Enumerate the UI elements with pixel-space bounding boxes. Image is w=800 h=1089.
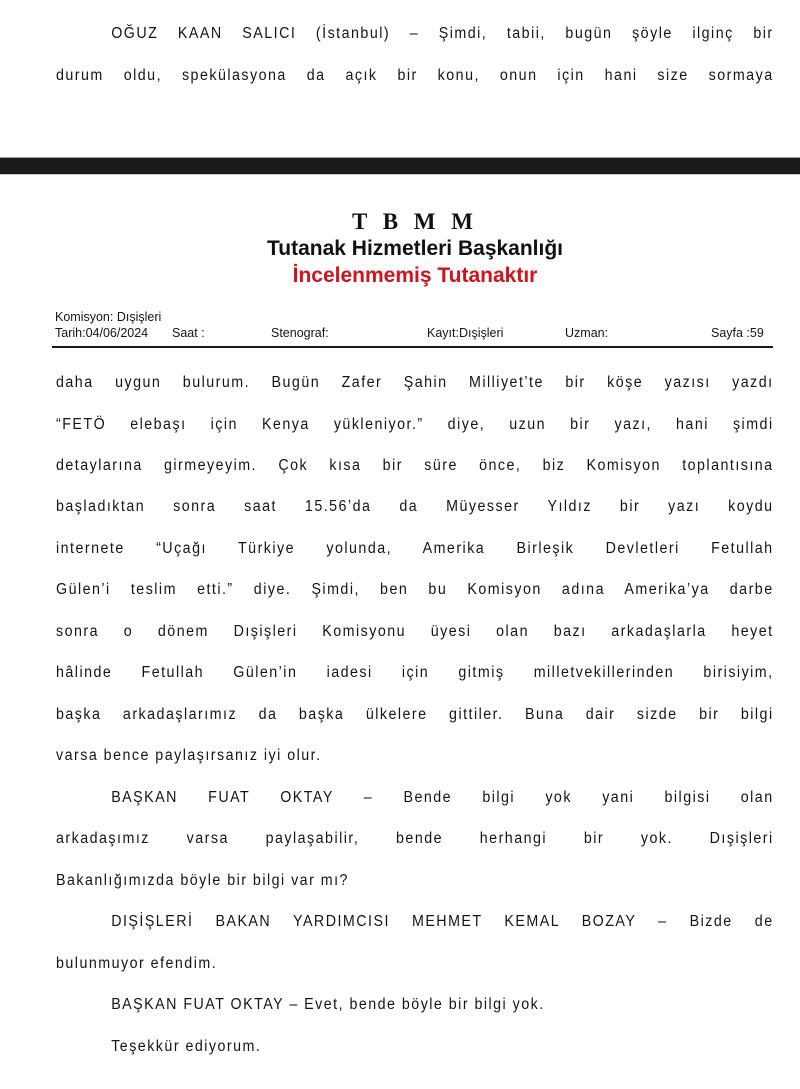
page-break-bar — [0, 157, 800, 175]
stenograf-label: Stenograf: — [271, 326, 329, 340]
kayit-label: Kayıt:Dışişleri — [427, 326, 504, 340]
saat-label: Saat : — [172, 326, 205, 340]
text-line: internete “Uçağı Türkiye yolunda, Amerika Birleşik Devletleri Fetullah — [56, 540, 774, 557]
text-line: OĞUZ KAAN SALICI (İstanbul) – Şimdi, tabii, bugün şöyle ilginç bir — [111, 25, 774, 42]
text-line: bulunmuyor efendim. — [56, 955, 218, 972]
text-line: detaylarına girmeyeyim. Çok kısa bir süre önce, biz Komisyon toplantısına — [56, 457, 774, 474]
institution-title: T B M M — [352, 209, 478, 234]
text-line: hâlinde Fetullah Gülen’in iadesi için gitmiş milletvekillerinden birisiyim, — [56, 664, 774, 681]
text-line: Gülen’i teslim etti.” diye. Şimdi, ben bu Komisyon adına Amerika’ya darbe — [56, 581, 774, 598]
text-line: varsa bence paylaşırsanız iyi olur. — [56, 747, 322, 764]
page-number: Sayfa :59 — [711, 326, 764, 340]
text-line: “FETÖ elebaşı için Kenya yükleniyor.” diye, uzun bir yazı, hani şimdi — [56, 416, 774, 433]
text-line: sonra o dönem Dışişleri Komisyonu üyesi olan bazı arkadaşlarla heyet — [56, 623, 774, 640]
header-rule — [52, 346, 773, 348]
text-line: başladıktan sonra saat 15.56’da da Müyesser Yıldız bir yazı koydu — [56, 498, 774, 515]
text-line: durum oldu, spekülasyona da açık bir konu, onun için hani size sormaya — [56, 67, 774, 84]
text-line: daha uygun bulurum. Bugün Zafer Şahin Milliyet’te bir köşe yazısı yazdı — [56, 374, 774, 391]
tarih-label: Tarih:04/06/2024 — [55, 326, 149, 340]
text-line: Bakanlığımızda böyle bir bilgi var mı? — [56, 872, 349, 889]
speaker-line-baskan: BAŞKAN FUAT OKTAY – Bende bilgi yok yani bilgisi olan — [111, 789, 774, 806]
speaker-line-bakan-yardimcisi: DIŞİŞLERİ BAKAN YARDIMCISI MEHMET KEMAL BOZAY – Bizde de — [111, 913, 774, 930]
uzman-label: Uzman: — [565, 326, 609, 340]
speaker-line-baskan: BAŞKAN FUAT OKTAY – Evet, bende böyle bir bilgi yok. — [111, 996, 545, 1013]
unreviewed-status-label: İncelenmemiş Tutanaktır — [292, 264, 538, 287]
text-line: başka arkadaşlarımız da başka ülkelere gittiler. Buna dair sizde bir bilgi — [56, 706, 774, 723]
department-title: Tutanak Hizmetleri Başkanlığı — [266, 237, 564, 260]
komisyon-label: Komisyon: Dışişleri — [55, 310, 162, 324]
text-line: arkadaşımız varsa paylaşabilir, bende herhangi bir yok. Dışişleri — [56, 830, 774, 847]
text-line: Teşekkür ediyorum. — [111, 1038, 262, 1055]
